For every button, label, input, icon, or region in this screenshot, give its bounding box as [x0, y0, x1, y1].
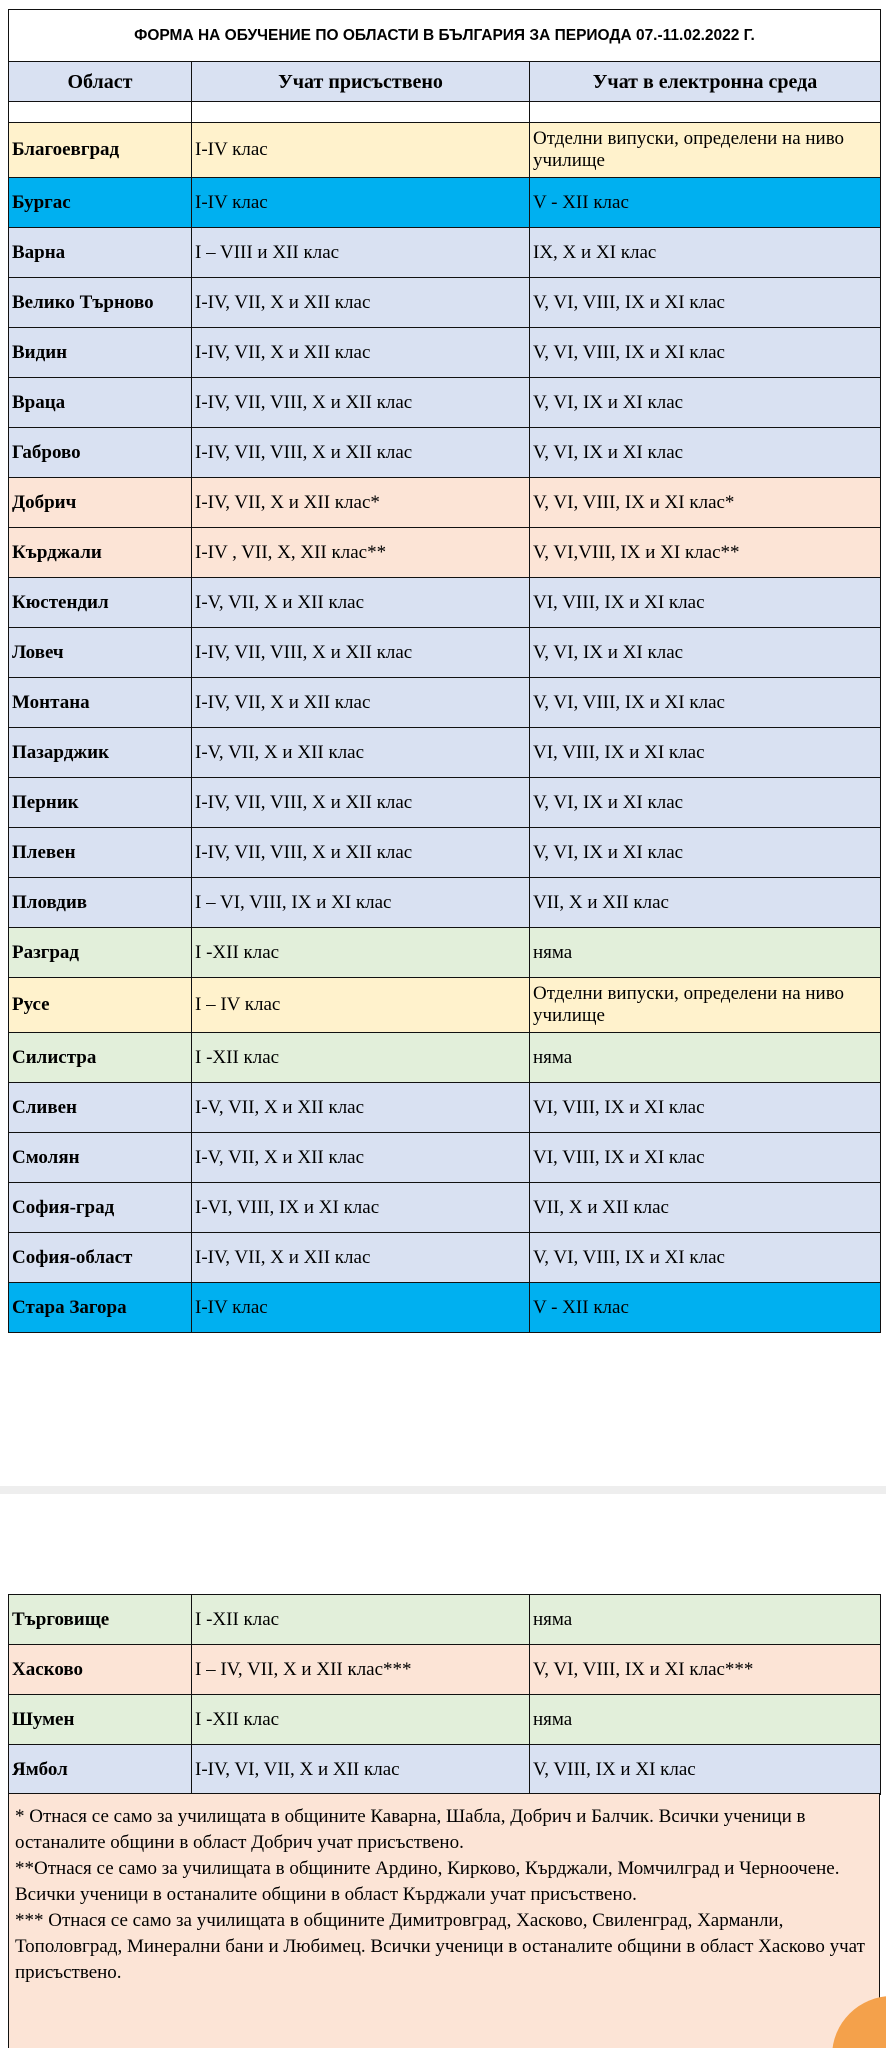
region-cell: Видин — [9, 328, 192, 378]
in-person-cell: I-IV клас — [192, 123, 530, 178]
table-row — [9, 978, 881, 1033]
in-person-cell: I-IV, VII, X и XII клас — [192, 1233, 530, 1283]
online-cell: V, VI, VIII, IX и XI клас — [530, 278, 881, 328]
in-person-cell: I -XII клас — [192, 928, 530, 978]
table-row — [9, 628, 881, 678]
region-cell: Плевен — [9, 828, 192, 878]
online-cell: IX, X и XI клас — [530, 228, 881, 278]
online-cell: VII, X и XII клас — [530, 878, 881, 928]
table-row — [9, 1183, 881, 1233]
region-cell: Хасково — [9, 1645, 192, 1695]
table-row — [9, 1033, 881, 1083]
in-person-cell: I – VIII и XII клас — [192, 228, 530, 278]
spacer-row — [9, 102, 881, 123]
table-row — [9, 928, 881, 978]
in-person-cell: I-IV, VII, X и XII клас — [192, 678, 530, 728]
table-row — [9, 178, 881, 228]
in-person-cell: I-IV, VII, VIII, X и XII клас — [192, 628, 530, 678]
in-person-cell: I – VI, VIII, IX и XI клас — [192, 878, 530, 928]
online-cell: VI, VIII, IX и XI клас — [530, 728, 881, 778]
footnote-haskovo: *** Отнася се само за училищата в общините Димитровград, Хасково, Свиленград, Харманли, Тополовград, Минерални бани и Любимец. Всички ученици в останалите общини в област Хасково учат присъствено. — [15, 1910, 865, 1983]
online-cell: V - XII клас — [530, 1283, 881, 1333]
region-cell: Ловеч — [9, 628, 192, 678]
schedule-table-continued — [8, 1594, 881, 1795]
table-row — [9, 678, 881, 728]
region-cell: Шумен — [9, 1695, 192, 1745]
table-row — [9, 1645, 881, 1695]
region-cell: Търговище — [9, 1595, 192, 1645]
online-cell: Отделни випуски, определени на ниво училище — [530, 123, 881, 178]
footnote-dobrich: * Отнася се само за училищата в общините Каварна, Шабла, Добрич и Балчик. Всички ученици в останалите общини в област Добрич учат присъствено. — [15, 1806, 806, 1853]
table-row — [9, 1745, 881, 1795]
online-cell: V, VI, IX и XI клас — [530, 828, 881, 878]
header-region: Област — [9, 62, 192, 102]
in-person-cell: I-V, VII, X и XII клас — [192, 578, 530, 628]
table-row — [9, 728, 881, 778]
table-row — [9, 1083, 881, 1133]
schedule-table — [8, 9, 881, 1333]
table-row — [9, 778, 881, 828]
online-cell: V, VI, VIII, IX и XI клас* — [530, 478, 881, 528]
in-person-cell: I-IV, VII, X и XII клас — [192, 328, 530, 378]
online-cell: V, VI, IX и XI клас — [530, 428, 881, 478]
online-cell: VI, VIII, IX и XI клас — [530, 1133, 881, 1183]
header-row — [9, 62, 881, 102]
in-person-cell: I – IV, VII, X и XII клас*** — [192, 1645, 530, 1695]
in-person-cell: I-IV, VII, VIII, X и XII клас — [192, 778, 530, 828]
online-cell: Отделни випуски, определени на ниво училище — [530, 978, 881, 1033]
in-person-cell: I-IV, VI, VII, X и XII клас — [192, 1745, 530, 1795]
in-person-cell: I-IV клас — [192, 178, 530, 228]
in-person-cell: I -XII клас — [192, 1695, 530, 1745]
in-person-cell: I-IV, VII, VIII, X и XII клас — [192, 828, 530, 878]
table-row — [9, 278, 881, 328]
table-title: ФОРМА НА ОБУЧЕНИЕ ПО ОБЛАСТИ В БЪЛГАРИЯ ЗА ПЕРИОДА 07.-11.02.2022 Г. — [9, 10, 881, 62]
footnote-kardzhali: **Отнася се само за училищата в общините Ардино, Кирково, Кърджали, Момчилград и Черноочене. Всички ученици в останалите общини в област Кърджали учат присъствено. — [15, 1858, 840, 1905]
table-row — [9, 828, 881, 878]
region-cell: Ямбол — [9, 1745, 192, 1795]
in-person-cell: I-IV , VII, X, XII клас** — [192, 528, 530, 578]
region-cell: Силистра — [9, 1033, 192, 1083]
table-row — [9, 228, 881, 278]
online-cell: VII, X и XII клас — [530, 1183, 881, 1233]
table-row — [9, 578, 881, 628]
region-cell: Стара Загора — [9, 1283, 192, 1333]
in-person-cell: I-V, VII, X и XII клас — [192, 1133, 530, 1183]
online-cell: V, VI, VIII, IX и XI клас — [530, 678, 881, 728]
region-cell: Разград — [9, 928, 192, 978]
online-cell: V, VIII, IX и XI клас — [530, 1745, 881, 1795]
region-cell: Добрич — [9, 478, 192, 528]
in-person-cell: I-IV клас — [192, 1283, 530, 1333]
region-cell: Бургас — [9, 178, 192, 228]
table-row — [9, 428, 881, 478]
table-row — [9, 328, 881, 378]
online-cell: VI, VIII, IX и XI клас — [530, 1083, 881, 1133]
region-cell: Кърджали — [9, 528, 192, 578]
in-person-cell: I – IV клас — [192, 978, 530, 1033]
in-person-cell: I-IV, VII, X и XII клас — [192, 278, 530, 328]
region-cell: Пазарджик — [9, 728, 192, 778]
table-row — [9, 1283, 881, 1333]
in-person-cell: I-IV, VII, VIII, X и XII клас — [192, 378, 530, 428]
page-separator — [0, 1486, 886, 1494]
region-cell: Враца — [9, 378, 192, 428]
footnotes — [8, 1793, 880, 2048]
region-cell: Смолян — [9, 1133, 192, 1183]
online-cell: няма — [530, 1595, 881, 1645]
region-cell: Русе — [9, 978, 192, 1033]
online-cell: V, VI, IX и XI клас — [530, 778, 881, 828]
in-person-cell: I-VI, VIII, IX и XI клас — [192, 1183, 530, 1233]
table-row — [9, 1233, 881, 1283]
region-cell: Пловдив — [9, 878, 192, 928]
online-cell: V, VI, VIII, IX и XI клас*** — [530, 1645, 881, 1695]
table-row — [9, 1133, 881, 1183]
region-cell: Сливен — [9, 1083, 192, 1133]
region-cell: Перник — [9, 778, 192, 828]
header-in-person: Учат присъствено — [192, 62, 530, 102]
online-cell: няма — [530, 928, 881, 978]
region-cell: София-град — [9, 1183, 192, 1233]
region-cell: Варна — [9, 228, 192, 278]
in-person-cell: I-V, VII, X и XII клас — [192, 1083, 530, 1133]
table-row — [9, 878, 881, 928]
online-cell: V, VI,VIII, IX и XI клас** — [530, 528, 881, 578]
online-cell: V, VI, VIII, IX и XI клас — [530, 328, 881, 378]
online-cell: V, VI, VIII, IX и XI клас — [530, 1233, 881, 1283]
in-person-cell: I-IV, VII, X и XII клас* — [192, 478, 530, 528]
region-cell: Благоевград — [9, 123, 192, 178]
header-online: Учат в електронна среда — [530, 62, 881, 102]
in-person-cell: I-IV, VII, VIII, X и XII клас — [192, 428, 530, 478]
region-cell: Габрово — [9, 428, 192, 478]
table-row — [9, 528, 881, 578]
online-cell: няма — [530, 1033, 881, 1083]
table-row — [9, 378, 881, 428]
table-row — [9, 1695, 881, 1745]
region-cell: София-област — [9, 1233, 192, 1283]
in-person-cell: I -XII клас — [192, 1595, 530, 1645]
region-cell: Велико Търново — [9, 278, 192, 328]
table-row — [9, 478, 881, 528]
table-row — [9, 1595, 881, 1645]
online-cell: V - XII клас — [530, 178, 881, 228]
region-cell: Кюстендил — [9, 578, 192, 628]
online-cell: V, VI, IX и XI клас — [530, 628, 881, 678]
in-person-cell: I-V, VII, X и XII клас — [192, 728, 530, 778]
in-person-cell: I -XII клас — [192, 1033, 530, 1083]
online-cell: няма — [530, 1695, 881, 1745]
online-cell: V, VI, IX и XI клас — [530, 378, 881, 428]
online-cell: VI, VIII, IX и XI клас — [530, 578, 881, 628]
region-cell: Монтана — [9, 678, 192, 728]
table-row — [9, 123, 881, 178]
